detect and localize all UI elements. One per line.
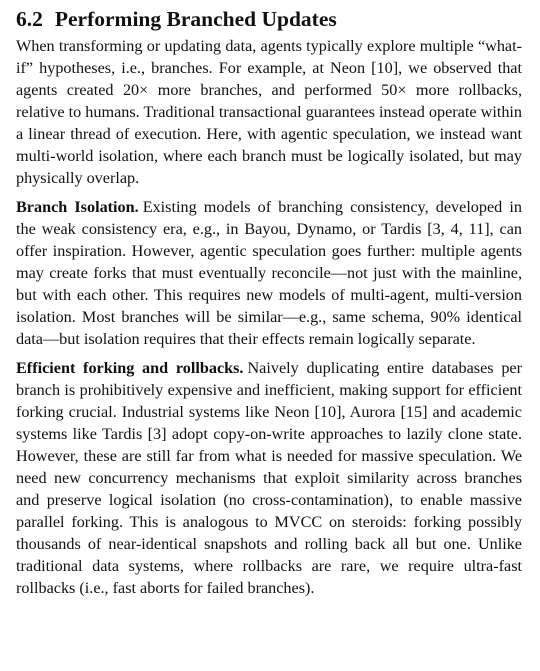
paragraph-branch-isolation-text: Existing models of branching consistency, developed in the weak consistency era, e.g., in Bayou, Dynamo, or Tardis [3, 4, 11], can offer inspiration. However, agentic speculation goes further: multiple agents may create forks that must eventually reconcile—not just with the mainline, but with each other. This requires new models of multi-agent, multi-version isolation. Most branches will be similar—e.g., same schema, 90% identical data—but isolation requires that their effects remain logically separate. — [16, 198, 522, 348]
paragraph-efficient-forking-text: Naively duplicating entire databases per branch is prohibitively expensive and inefficient, making support for efficient forking crucial. Industrial systems like Neon [10], Aurora [15] and academic systems like Tardis [3] adopt copy-on-write approaches to lazily clone state. However, these are still far from what is needed for massive speculation. We need new concurrency mechanisms that exploit similarity across branches and preserve logical isolation (no cross-contamination), to enable massive parallel forking. This is analogous to MVCC on steroids: forking possibly thousands of near-identical snapshots and rolling back all but one. Unlike traditional data systems, where rollbacks are rare, we require ultra-fast rollbacks (i.e., fast aborts for failed branches). — [16, 359, 522, 597]
paragraph-intro-text: When transforming or updating data, agents typically explore multiple “what-if” hypotheses, i.e., branches. For example, at Neon [10], we observed that agents created 20× more branches, and performed 50× more rollbacks, relative to humans. Traditional transactional guarantees instead operate within a linear thread of execution. Here, with agentic speculation, we instead want multi-world isolation, where each branch must be logically isolated, but may physically overlap. — [16, 37, 522, 187]
section-number: 6.2 — [16, 7, 43, 31]
paragraph-branch-isolation — [16, 196, 522, 350]
paragraph-efficient-forking — [16, 357, 522, 599]
page-content — [16, 6, 522, 599]
section-heading — [16, 6, 522, 32]
run-in-heading-branch-isolation: Branch Isolation. — [16, 198, 139, 216]
section-title: Performing Branched Updates — [54, 7, 337, 31]
paragraph-intro — [16, 35, 522, 189]
run-in-heading-efficient-forking: Efficient forking and rollbacks. — [16, 359, 244, 377]
